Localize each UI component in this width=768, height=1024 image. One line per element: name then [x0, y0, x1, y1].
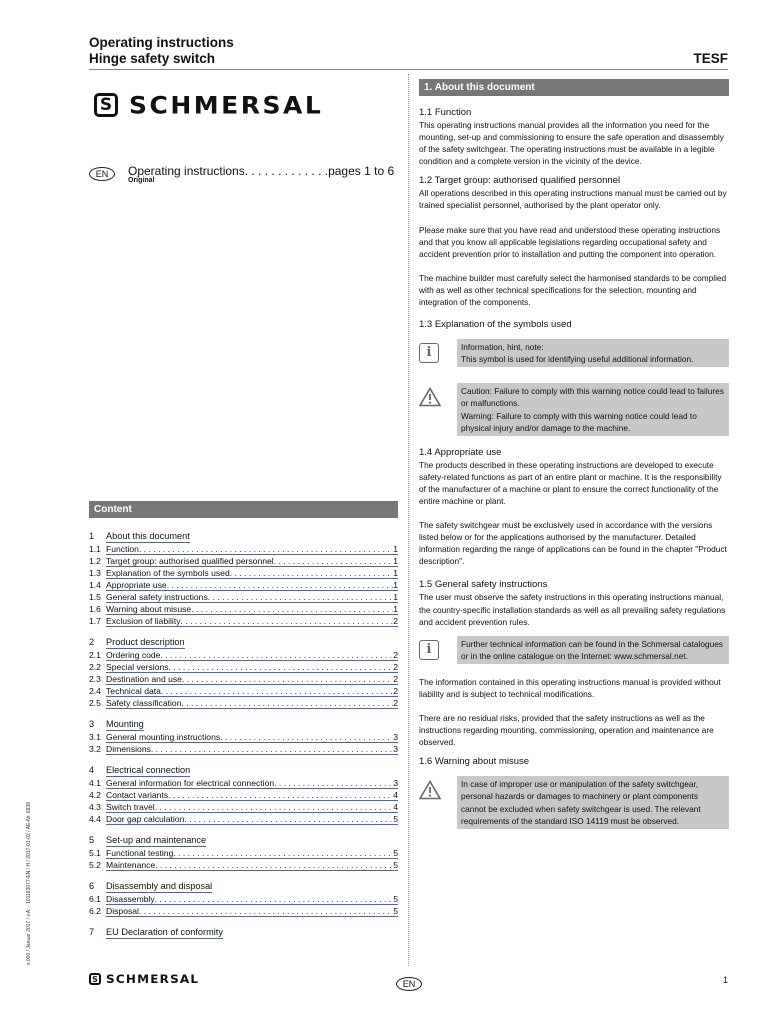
toc-entry[interactable]: [89, 591, 398, 603]
paragraph: There are no residual risks, provided that the safety instructions as well as the instructions regarding mounting, commissioning, operation and maintenance are observed.: [419, 713, 714, 748]
header-divider: [89, 69, 728, 70]
toc-link[interactable]: [106, 543, 398, 555]
toc-entry-title[interactable]: General safety instructions: [106, 592, 208, 602]
note-text: In case of improper use or manipulation of the safety switchgear, personal hazards or damages to machinery or plant components cannot be excluded when safety switchgear is used. The relevant requirements of the standard ISO 14119 must be observed.: [457, 776, 729, 828]
language-pages: Operating instructions. . . . . . . . . . . . .pages 1 to 6: [128, 164, 395, 178]
toc-entry[interactable]: [89, 813, 398, 825]
toc-page: 1: [393, 592, 398, 602]
toc-number: 2.2: [89, 662, 101, 672]
footer-language-badge: EN: [396, 977, 422, 991]
toc-entry-title[interactable]: General information for electrical connection: [106, 778, 275, 788]
toc-page: 5: [393, 860, 398, 870]
toc-number: 2.1: [89, 650, 101, 660]
toc-link[interactable]: [106, 789, 398, 801]
toc-entry[interactable]: [89, 789, 398, 801]
toc-entry-title[interactable]: Disposal: [106, 906, 139, 916]
toc-number: 4.3: [89, 802, 101, 812]
footer-logo: [89, 972, 199, 986]
toc-entry-title[interactable]: Warning about misuse: [106, 604, 192, 614]
toc-section-heading[interactable]: [89, 764, 398, 777]
toc-section-title[interactable]: Mounting: [106, 719, 144, 729]
toc-section-heading[interactable]: [89, 718, 398, 731]
schmersal-logo-icon: S: [89, 973, 101, 985]
toc-section-title[interactable]: Set-up and maintenance: [106, 835, 207, 845]
toc-section-heading[interactable]: [89, 880, 398, 893]
toc-number: 1.7: [89, 616, 101, 626]
toc-number: 1.2: [89, 556, 101, 566]
toc-number: 1: [89, 531, 95, 541]
toc-number: 1.1: [89, 544, 101, 554]
toc-page: 2: [393, 674, 398, 684]
subsection-title: 1.4 Appropriate use: [419, 446, 502, 458]
note-text: This symbol is used for identifying useful additional information.: [461, 354, 694, 365]
toc-leader: [161, 685, 393, 696]
toc-link[interactable]: [106, 777, 398, 789]
toc-leader: [274, 777, 393, 788]
toc-link[interactable]: [106, 859, 398, 871]
toc-entry-title[interactable]: Explanation of the symbols used: [106, 568, 230, 578]
toc-link[interactable]: [106, 673, 398, 685]
paragraph: All operations described in this operating instructions manual must be carried out by trained specialist personnel, authorised by the plant operator only.: [419, 188, 727, 211]
toc-leader: [274, 555, 394, 566]
paragraph: Please make sure that you have read and understood these operating instructions and that you know all applicable legislations regarding occupational safety and accident prevention prior to installation and putting the component into operation.: [419, 224, 721, 259]
document-reference: x.000 / Januar 2017 / v.A. · 101183077-EN / H / 2017-01-02 / AE-Nr. 6938: [26, 802, 32, 965]
toc-section: [89, 926, 398, 939]
toc-number: 6: [89, 881, 95, 891]
toc-number: 6.1: [89, 894, 101, 904]
title-line-1: Operating instructions: [89, 35, 234, 50]
toc-link[interactable]: [106, 661, 398, 673]
note-text: Information, hint, note:: [461, 342, 544, 353]
toc-page: 1: [393, 568, 398, 578]
caution-note: [419, 383, 729, 435]
toc-entry[interactable]: [89, 743, 398, 755]
subsection-title: 1.1 Function: [419, 107, 472, 118]
toc-number: 1.4: [89, 580, 101, 590]
warning-triangle-icon: [419, 387, 441, 407]
toc-link[interactable]: [106, 743, 398, 755]
paragraph: The products described in these operating instructions are developed to execute safety-related functions as part of an entire plant or machine. It is the responsibility of the manufacturer of a machine or plant to ensure the correct functionality of the entire machine or plant.: [419, 459, 722, 506]
toc-leader: [181, 615, 394, 626]
toc-number: 1.5: [89, 592, 101, 602]
toc-section-title[interactable]: Electrical connection: [106, 765, 191, 775]
toc-entry[interactable]: [89, 661, 398, 673]
toc-section-title[interactable]: Product description: [106, 637, 185, 647]
toc-section-heading[interactable]: [89, 530, 398, 543]
toc-entry-title[interactable]: Exclusion of liability: [106, 616, 181, 626]
subsection-title: 1.2 Target group: authorised qualified personnel: [419, 175, 621, 187]
toc-leader: [167, 579, 394, 590]
toc-leader: [155, 893, 394, 904]
toc-number: 7: [89, 927, 95, 937]
toc-entry-title[interactable]: Target group: authorised qualified personnel: [106, 556, 274, 566]
toc-page: 3: [393, 744, 398, 754]
toc-number: 6.2: [89, 906, 101, 916]
toc-page: 2: [393, 698, 398, 708]
toc-section-title[interactable]: EU Declaration of conformity: [106, 927, 223, 937]
toc-page: 4: [393, 790, 398, 800]
toc-number: 5.2: [89, 860, 101, 870]
toc-number: 5: [89, 835, 95, 845]
section-heading: 1. About this document: [419, 79, 729, 96]
toc-entry[interactable]: [89, 697, 398, 709]
toc-page: 1: [393, 556, 398, 566]
note-text: Caution: Failure to comply with this warning notice could lead to failures or malfunctions.: [461, 386, 724, 409]
toc-section: [89, 834, 398, 871]
toc-entry[interactable]: [89, 859, 398, 871]
toc-entry-title[interactable]: Technical data: [106, 686, 161, 696]
language-original: Original: [128, 177, 155, 184]
toc-number: 3.1: [89, 732, 101, 742]
toc-leader: [155, 801, 394, 812]
toc-entry[interactable]: [89, 603, 398, 615]
toc-entry[interactable]: [89, 777, 398, 789]
toc-entry[interactable]: [89, 579, 398, 591]
toc-entry-title[interactable]: Door gap calculation: [106, 814, 185, 824]
paragraph: The user must observe the safety instructions in this operating instructions manual, the country-specific installation standards as well as all prevailing safety regulations and accident prevention rules.: [419, 592, 726, 627]
note-text: Further technical information can be found in the Schmersal catalogues or in the online catalogue on the Internet: www.schmersal.net.: [457, 636, 729, 664]
toc-entry-title[interactable]: Maintenance: [106, 860, 156, 870]
schmersal-logo-icon: S: [94, 93, 118, 117]
info-icon: i: [419, 343, 439, 363]
note-text: Warning: Failure to comply with this warning notice could lead to physical injury and/or damage to the machine.: [461, 410, 697, 433]
paragraph: This operating instructions manual provides all the information you need for the mounting, set-up and commissioning to ensure the safe operation and disassembly of the safety switchgear. The operating instructions must be available in a legible condition and a complete version in the vicinity of the device.: [419, 120, 724, 167]
toc-number: 4.2: [89, 790, 101, 800]
toc-leader: [160, 649, 393, 660]
toc-leader: [208, 591, 393, 602]
toc-section: [89, 718, 398, 755]
toc-number: 1.6: [89, 604, 101, 614]
toc-link[interactable]: [106, 685, 398, 697]
toc-number: 1.3: [89, 568, 101, 578]
toc-leader: [181, 697, 393, 708]
toc-entry[interactable]: [89, 801, 398, 813]
toc-number: 4.4: [89, 814, 101, 824]
toc-page: 2: [393, 650, 398, 660]
toc-link[interactable]: [106, 731, 398, 743]
footer-logo-text: SCHMERSAL: [106, 972, 200, 986]
toc-number: 2.4: [89, 686, 101, 696]
schmersal-logo: [94, 89, 323, 121]
toc-page: 2: [393, 686, 398, 696]
toc-link[interactable]: [106, 893, 398, 905]
toc-section-heading[interactable]: [89, 926, 398, 939]
about-section: [419, 79, 729, 829]
column-divider: [408, 74, 410, 966]
toc-link[interactable]: [106, 555, 398, 567]
product-code: TESF: [693, 51, 728, 66]
toc-link[interactable]: [106, 603, 398, 615]
language-badge: EN: [89, 167, 115, 181]
toc-entry-title[interactable]: Switch travel: [106, 802, 155, 812]
toc-entry-title[interactable]: Ordering code: [106, 650, 161, 660]
toc-entry-title[interactable]: Destination and use: [106, 674, 182, 684]
warning-triangle-icon: [419, 780, 441, 800]
toc-entry-title[interactable]: Safety classification: [106, 698, 182, 708]
toc-leader: [169, 661, 394, 672]
toc-page: 5: [393, 894, 398, 904]
toc-leader: [168, 789, 393, 800]
toc-page: 1: [393, 580, 398, 590]
toc-link[interactable]: [106, 847, 398, 859]
toc-link[interactable]: [106, 649, 398, 661]
schmersal-logo-text: SCHMERSAL: [129, 91, 324, 119]
toc-entry-title[interactable]: General mounting instructions: [106, 732, 221, 742]
toc-entry-title[interactable]: Functional testing: [106, 848, 174, 858]
toc-entry-title[interactable]: Appropriate use: [106, 580, 167, 590]
toc-leader: [230, 567, 393, 578]
paragraph: The information contained in this operating instructions manual is provided without liability and is subject to technical modifications.: [419, 676, 721, 699]
toc-number: 2: [89, 637, 95, 647]
document-title: [89, 35, 234, 67]
toc-section: [89, 880, 398, 917]
toc-entry[interactable]: [89, 555, 398, 567]
toc-entry[interactable]: [89, 847, 398, 859]
info-icon: i: [419, 640, 439, 660]
toc-number: 4.1: [89, 778, 101, 788]
toc-entry[interactable]: [89, 685, 398, 697]
toc-entry-title[interactable]: Disassembly: [106, 894, 155, 904]
toc-section: [89, 530, 398, 627]
subsection-title: 1.3 Explanation of the symbols used: [419, 319, 572, 331]
paragraph: The safety switchgear must be exclusively used in accordance with the versions listed below or for the applications authorised by the manufacturer. Detailed information regarding the range of applications can be found in the chapter "Product description".: [419, 520, 727, 567]
toc-number: 5.1: [89, 848, 101, 858]
subsection-title: 1.5 General safety instructions: [419, 579, 548, 591]
toc-number: 3.2: [89, 744, 101, 754]
toc-link[interactable]: [106, 801, 398, 813]
table-of-contents: [89, 530, 398, 939]
paragraph: The machine builder must carefully select the harmonised standards to be complied with as well as other technical specifications for the selection, mounting and integration of the components.: [419, 272, 727, 308]
toc-page: 4: [393, 802, 398, 812]
toc-link[interactable]: [106, 813, 398, 825]
page-number: 1: [722, 975, 728, 985]
toc-entry[interactable]: [89, 543, 398, 555]
toc-link[interactable]: [106, 615, 398, 627]
toc-page: 2: [393, 662, 398, 672]
toc-section-heading[interactable]: [89, 834, 398, 847]
toc-leader: [184, 813, 393, 824]
toc-leader: [173, 847, 393, 858]
toc-page: 3: [393, 778, 398, 788]
toc-entry[interactable]: [89, 673, 398, 685]
toc-page: 1: [393, 604, 398, 614]
footer-language: [396, 974, 422, 992]
title-line-2: Hinge safety switch: [89, 51, 216, 66]
toc-section: [89, 636, 398, 709]
toc-page: 5: [393, 906, 398, 916]
content-heading: Content: [89, 501, 398, 518]
toc-section: [89, 764, 398, 825]
toc-leader: [191, 603, 393, 614]
warning-note: [419, 776, 729, 828]
toc-leader: [139, 905, 393, 916]
toc-entry-title[interactable]: Dimensions: [106, 744, 151, 754]
toc-number: 2.3: [89, 674, 101, 684]
toc-number: 2.5: [89, 698, 101, 708]
toc-section-heading[interactable]: [89, 636, 398, 649]
info-note: [419, 636, 729, 664]
toc-entry[interactable]: [89, 615, 398, 627]
toc-entry-title[interactable]: Contact variants: [106, 790, 169, 800]
toc-entry[interactable]: [89, 893, 398, 905]
toc-entry[interactable]: [89, 649, 398, 661]
subsection-title: 1.6 Warning about misuse: [419, 756, 530, 768]
toc-link[interactable]: [106, 567, 398, 579]
toc-section-title[interactable]: Disassembly and disposal: [106, 881, 213, 891]
toc-leader: [220, 731, 393, 742]
toc-leader: [182, 673, 393, 684]
toc-number: 3: [89, 719, 95, 729]
toc-entry-title[interactable]: Special versions: [106, 662, 169, 672]
toc-page: 3: [393, 732, 398, 742]
toc-page: 5: [393, 814, 398, 824]
toc-entry[interactable]: [89, 905, 398, 917]
toc-leader: [139, 543, 393, 554]
toc-entry[interactable]: [89, 567, 398, 579]
toc-page: 2: [393, 616, 398, 626]
toc-number: 4: [89, 765, 95, 775]
toc-link[interactable]: [106, 697, 398, 709]
info-note: [419, 339, 729, 367]
toc-link[interactable]: [106, 579, 398, 591]
toc-entry-title[interactable]: Function: [106, 544, 139, 554]
toc-page: 5: [393, 848, 398, 858]
toc-entry[interactable]: [89, 731, 398, 743]
toc-leader: [151, 743, 393, 754]
toc-section-title[interactable]: About this document: [106, 531, 190, 541]
toc-leader: [155, 859, 393, 870]
toc-page: 1: [393, 544, 398, 554]
toc-link[interactable]: [106, 591, 398, 603]
toc-link[interactable]: [106, 905, 398, 917]
